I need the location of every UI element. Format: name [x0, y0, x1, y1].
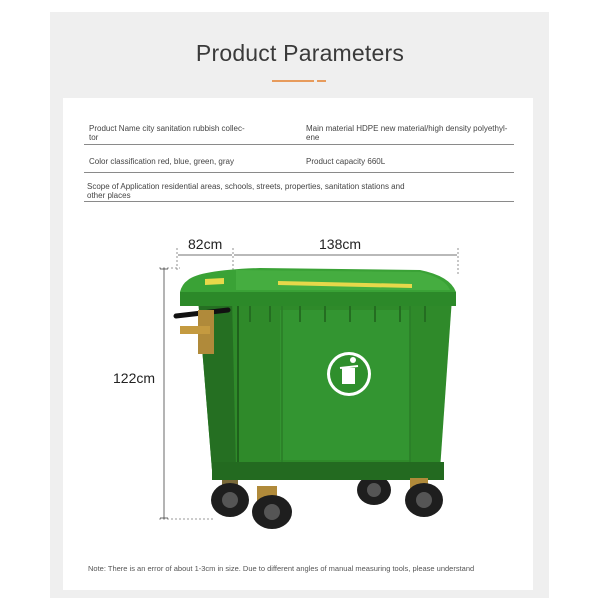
- main-material-line1: Main material HDPE new material/high density polyethyl-: [306, 124, 508, 133]
- product-capacity-text: Product capacity 660L: [306, 157, 386, 166]
- bin-rim: [180, 292, 456, 306]
- height-label: 122cm: [113, 370, 156, 386]
- product-name-line2: tor: [89, 133, 99, 142]
- depth-label: 82cm: [188, 236, 223, 252]
- bin-lid: [180, 268, 456, 292]
- scope-line1: Scope of Application residential areas, schools, streets, properties, sanitation stations and: [87, 182, 405, 191]
- color-classification-text: Color classification red, blue, green, gray: [89, 157, 234, 166]
- scope-line2: other places: [87, 191, 131, 200]
- page-title: Product Parameters: [195, 40, 405, 66]
- bin-body: [198, 298, 452, 480]
- trash-bin-icon: [327, 352, 371, 396]
- width-label: 138cm: [319, 236, 362, 252]
- measurement-note: Note: There is an error of about 1-3cm in size. Due to different angles of manual measuring tools, please understand: [88, 564, 475, 573]
- product-name-line1: Product Name city sanitation rubbish collec-: [89, 124, 245, 133]
- main-material-line2: ene: [306, 133, 320, 142]
- front-wheels: [252, 478, 443, 529]
